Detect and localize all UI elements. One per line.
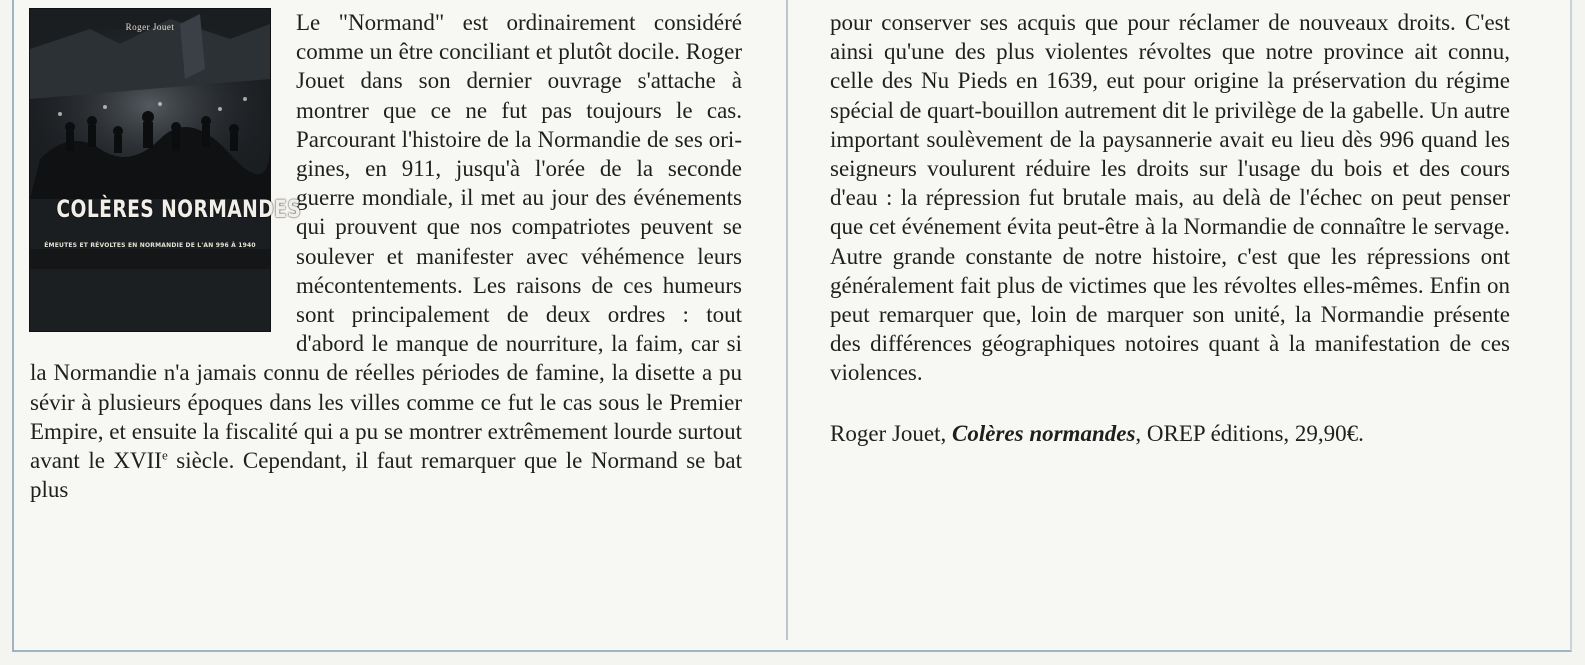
left-column-text-part-2: siècle. Cependant, il faut remarquer que le Normand se bat plus <box>30 448 742 503</box>
column-divider <box>786 0 788 640</box>
right-column-paragraph: pour conserver ses acquis que pour réclamer de nouveaux droits. C'est ainsi qu'une des plus violentes révoltes que notre province ait connu, celle des Nu Pieds en 1639, eut pour origine la préservation du régime spécial de quart-bouillon autrement dit le privilège de la gabelle. Un autre important soulèvement de la paysannerie avait eu lieu dès 996 quand les seigneurs voulurent réduire les droits sur l'usage du bois et des cours d'eau : la répression fut brutale mais, au delà de l'échec on peut penser que cet événement évita peut-être à la Normandie de connaître le servage. Autre grande constante de notre histoire, c'est que les répressions ont généralement fait plus de victimes que les révoltes elles-mêmes. Enfin on peut remarquer que, loin de marquer son unité, la Normandie présente des différences géographiques notoires quant à la manifestation de ces violences. <box>830 10 1510 386</box>
cover-title: COLÈRES NORMANDES <box>56 195 302 223</box>
cover-author: Roger Jouet <box>125 22 175 32</box>
right-column <box>830 8 1510 448</box>
credit-publisher-price: , OREP éditions, 29,90€. <box>1135 420 1364 446</box>
century-superscript: e <box>161 447 168 463</box>
book-cover-image <box>30 9 302 331</box>
credit-author: Roger Jouet, <box>830 420 953 446</box>
credit-book-title: Colères normandes <box>952 420 1136 446</box>
cover-subtitle: ÉMEUTES ET RÉVOLTES EN NORMANDIE DE L'AN 996 À 1940 <box>44 242 256 249</box>
left-column <box>30 8 742 504</box>
cover-illustration <box>30 9 302 331</box>
left-column-text-part-1: Le "Normand" est ordinairement considéré comme un être conciliant et plutôt docile. Roger Jouet dans son dernier ouvrage s'attache à montrer que ce ne fut pas toujours le cas. Parcourant l'histoire de la Normandie de ses origines, en 911, jusqu'à l'orée de la seconde guerre mondiale, il met au jour des événements qui prouvent que nos compatriotes peuvent se soulever et manifester avec véhémence leurs mécontentements. Les raisons de ces humeurs sont principalement de deux ordres : tout d'abord le manque de nourriture, la faim, car si la Normandie n'a jamais connu de réelles périodes de famine, la disette a pu sévir à plusieurs époques dans les villes comme ce fut le cas sous le Premier Empire, et ensuite la fiscalité qui a pu se montrer extrêmement lourde surtout avant le XVII <box>30 10 742 474</box>
book-credit-line <box>830 419 1510 448</box>
